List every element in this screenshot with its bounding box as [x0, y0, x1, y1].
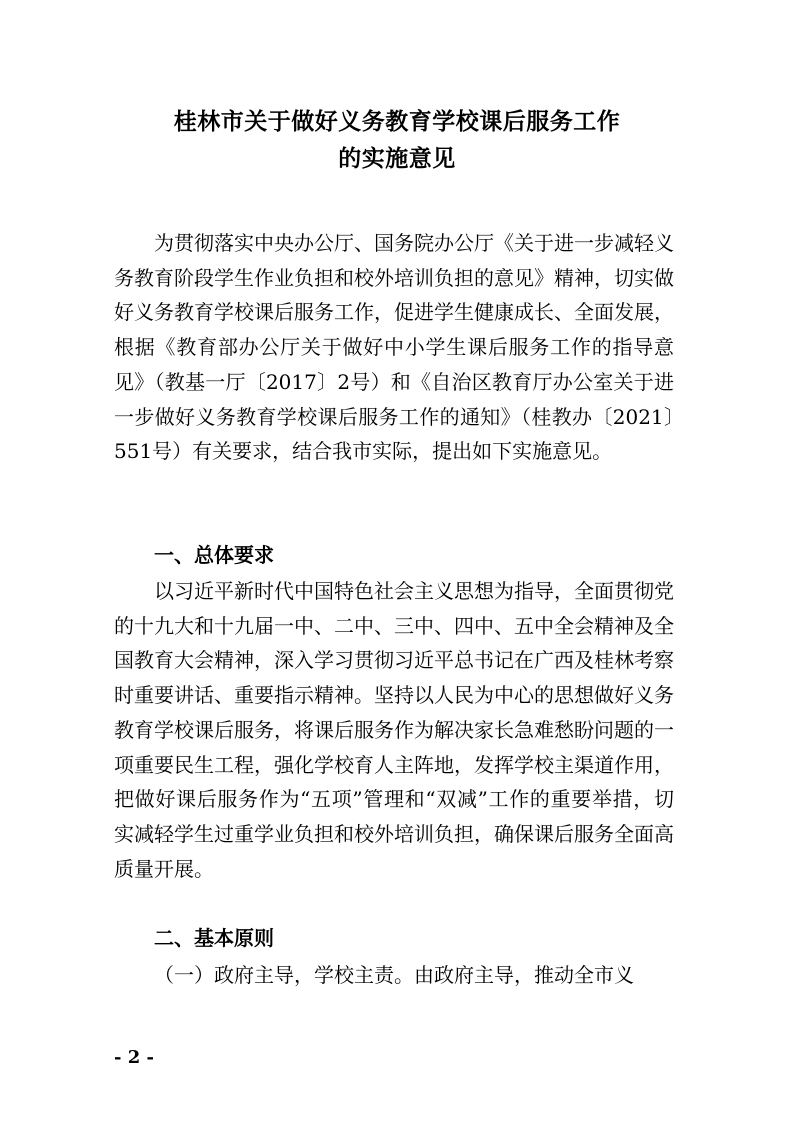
page-number: - 2 -: [114, 1047, 154, 1068]
section-1-paragraph: 以习近平新时代中国特色社会主义思想为指导，全面贯彻党的十九大和十九届一中、二中、三中、四中、五中全会精神及全国教育大会精神，深入学习贯彻习近平总书记在广西及桂林考察时重要讲话、重要指示精神。坚持以人民为中心的思想做好义务教育学校课后服务，将课后服务作为解决家长急难愁盼问题的一项重要民生工程，强化学校育人主阵地，发挥学校主渠道作用，把做好课后服务作为“五项”管理和“双减”工作的重要举措，切实减轻学生过重学业负担和校外培训负担，确保课后服务全面高质量开展。: [114, 579, 674, 881]
document-title-line-2: 的实施意见: [338, 145, 456, 172]
intro-paragraph: 为贯彻落实中央办公厅、国务院办公厅《关于进一步减轻义务教育阶段学生作业负担和校外培训负担的意见》精神，切实做好义务教育学校课后服务工作，促进学生健康成长、全面发展，根据《教育部办公厅关于做好中小学生课后服务工作的指导意见》（教基一厅〔2017〕2号）和《自治区教育厅办公室关于进一步做好义务教育学校课后服务工作的通知》（桂教办〔2021〕551号）有关要求，结合我市实际，提出如下实施意见。: [114, 231, 674, 464]
document-title-line-1: 桂林市关于做好义务教育学校课后服务工作: [173, 108, 621, 135]
section-1-heading: 一、总体要求: [154, 543, 274, 567]
section-2-item-1: （一）政府主导，学校主责。由政府主导，推动全市义: [154, 963, 634, 987]
section-2-heading: 二、基本原则: [154, 926, 274, 950]
